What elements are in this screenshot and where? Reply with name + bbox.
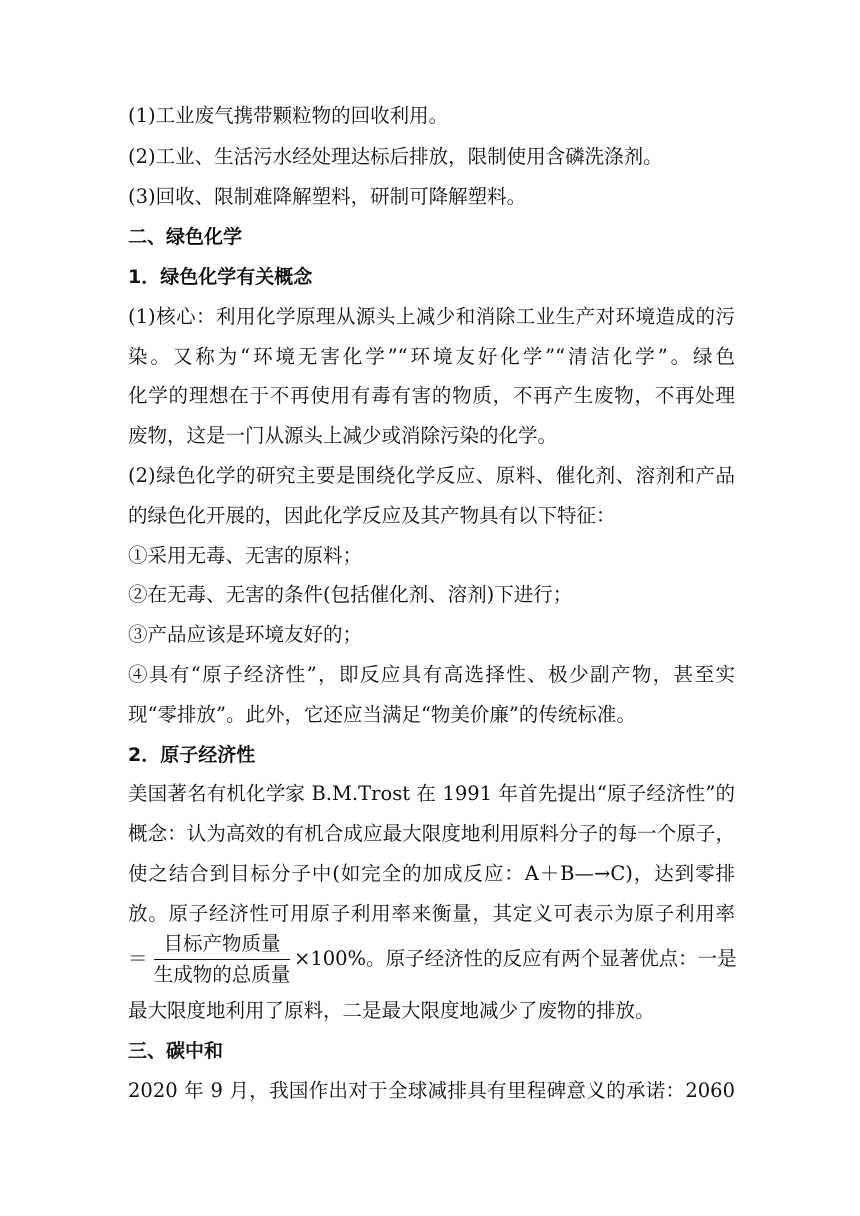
subsection-heading: 1．绿色化学有关概念 — [128, 266, 313, 288]
list-item: ④具有“原子经济性”，即反应具有高选择性、极少副产物，甚至实 — [128, 663, 735, 686]
subsection-heading: 2．原子经济性 — [128, 744, 256, 766]
paragraph-line: 最大限度地利用了原料，二是最大限度地减少了废物的排放。 — [128, 999, 655, 1022]
paragraph-line: 2020 年 9 月，我国作出对于全球减排具有里程碑意义的承诺：2060 — [128, 1079, 735, 1102]
list-item: ①采用无毒、无害的原料； — [128, 544, 363, 567]
paragraph-line: 废物，这是一门从源头上减少或消除污染的化学。 — [128, 424, 558, 447]
paragraph-line: 使之结合到目标分子中(如完全的加成反应：A＋B—→C)，达到零排 — [128, 862, 735, 885]
fraction-denominator: 生成物的总质量 — [153, 963, 291, 986]
equals-sign: ＝ — [128, 947, 148, 970]
paragraph-line: (2)绿色化学的研究主要是围绕化学反应、原料、催化剂、溶剂和产品 — [128, 464, 735, 487]
fraction-bar — [154, 959, 290, 960]
paragraph-line: 的绿色化开展的，因此化学反应及其产物具有以下特征： — [128, 504, 616, 527]
list-item: ③产品应该是环境友好的； — [128, 623, 363, 646]
paragraph-line: (1)核心：利用化学原理从源头上减少和消除工业生产对环境造成的污 — [128, 305, 735, 328]
paragraph-line: 染。又称为“环境无害化学”“环境友好化学”“清洁化学”。绿色 — [128, 345, 735, 368]
formula-suffix: ×100%。原子经济性的反应有两个显著优点：一是 — [294, 947, 737, 970]
list-item: ②在无毒、无害的条件(包括催化剂、溶剂)下进行； — [128, 583, 573, 606]
list-item: 现“零排放”。此外，它还应当满足“物美价廉”的传统标准。 — [128, 703, 636, 726]
fraction-numerator: 目标产物质量 — [163, 932, 281, 955]
paragraph-line: (1)工业废气携带颗粒物的回收利用。 — [128, 104, 449, 127]
section-heading: 三、碳中和 — [128, 1040, 224, 1062]
section-heading: 二、绿色化学 — [128, 226, 243, 248]
paragraph-line: 放。原子经济性可用原子利用率来衡量，其定义可表示为原子利用率 — [128, 902, 735, 925]
paragraph-line: (2)工业、生活污水经处理达标后排放，限制使用含磷洗涤剂。 — [128, 145, 663, 168]
paragraph-line: 概念：认为高效的有机合成应最大限度地利用原料分子的每一个原子， — [128, 822, 735, 845]
formula-line — [128, 930, 735, 990]
fraction — [148, 930, 296, 990]
paragraph-line: 美国著名有机化学家 B.M.Trost 在 1991 年首先提出“原子经济性”的 — [128, 782, 735, 805]
paragraph-line: (3)回收、限制难降解塑料，研制可降解塑料。 — [128, 185, 527, 208]
paragraph-line: 化学的理想在于不再使用有毒有害的物质，不再产生废物，不再处理 — [128, 384, 735, 407]
